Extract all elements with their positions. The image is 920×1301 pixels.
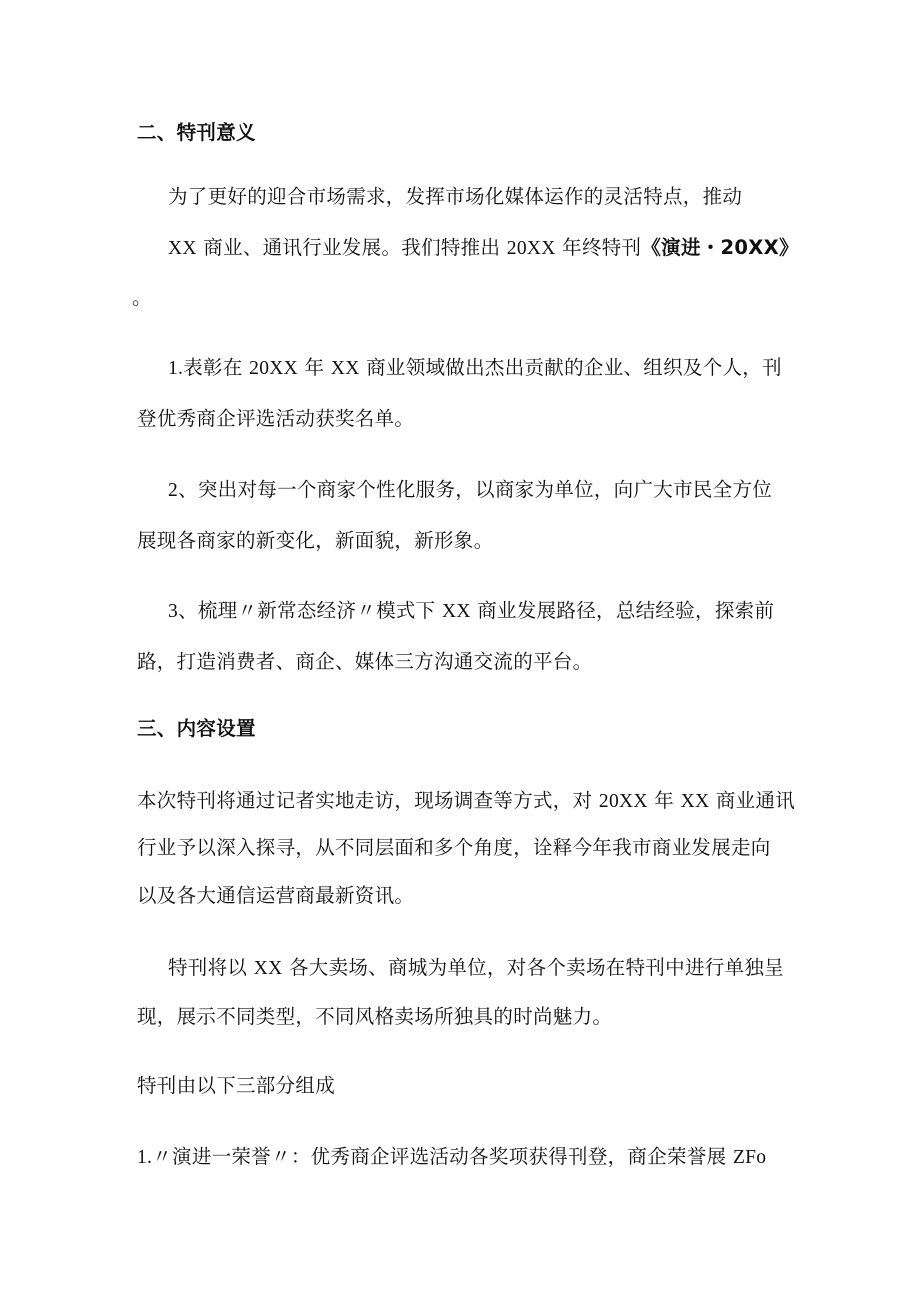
text-segment: 年终特刊 [555,236,642,259]
publication-title: 《演进・20XX》 [641,236,799,259]
content-p2-line-1 [168,956,784,981]
text-segment: 年 [647,789,681,812]
text-segment: 表彰在 [183,356,250,379]
text-segment: ZFo [732,1147,767,1168]
placeholder-year: 20XX [249,358,299,379]
intro-line-3: 。 [132,286,152,309]
item-1-line-2: 登优秀商企评选活动获奖名单。 [137,407,415,430]
text-segment: 商业领域做出杰出贡献的企业、组织及个人，刊 [359,356,782,379]
content-p1-line-2: 行业予以深入探寻，从不同层面和多个角度，诠释今年我市商业发展走向 [137,836,771,859]
text-segment: 商业通讯 [709,789,796,812]
placeholder-xx: XX [680,791,710,812]
item-2-line-2: 展现各商家的新变化，新面貌，新形象。 [137,529,494,552]
item-2-line-1 [168,478,772,503]
intro-line-2 [168,236,799,261]
item-1-line-1 [168,356,782,381]
placeholder-xx: XX [168,238,197,259]
text-segment: 本次特刊将通过记者实地走访，现场调查等方式，对 [137,789,599,812]
section-heading-content: 三、内容设置 [137,717,256,740]
text-segment: 商业发展路径，总结经验，探索前 [470,599,775,622]
content-p4 [137,1145,766,1170]
item-3-line-2: 路，打造消费者、商企、媒体三方沟通交流的平台。 [137,650,593,673]
placeholder-xx: XX [330,358,360,379]
intro-line-1: 为了更好的迎合市场需求，发挥市场化媒体运作的灵活特点，推动 [168,185,743,208]
placeholder-year: 20XX [598,791,648,812]
placeholder-xx: XX [441,601,471,622]
content-p1-line-1 [137,789,795,814]
content-p1-line-3: 以及各大通信运营商最新资讯。 [137,884,415,907]
content-p3: 特刊由以下三部分组成 [137,1074,336,1097]
text-segment: 〃演进一荣誉〃：优秀商企评选活动各奖项获得刊登，商企荣誉展 [152,1145,733,1168]
item-number: 3 [168,601,179,622]
content-p2-line-2: 现，展示不同类型，不同风格卖场所独具的时尚魅力。 [137,1005,613,1028]
item-number: 1. [137,1147,153,1168]
placeholder-xx: XX [253,958,283,979]
item-3-line-1 [168,599,774,624]
item-number: 2 [168,480,179,501]
text-segment: 、梳理〃新常态经济〃模式下 [178,599,442,622]
item-number: 1. [168,358,184,379]
text-segment: 商业、通讯行业发展。我们特推出 [196,236,507,259]
text-segment: 、突出对每一个商家个性化服务，以商家为单位，向广大市民全方位 [178,478,773,501]
section-heading-significance: 二、特刊意义 [137,121,256,144]
text-segment: 特刊将以 [168,956,254,979]
text-segment: 各大卖场、商城为单位，对各个卖场在特刊中进行单独呈 [282,956,784,979]
text-segment: 年 [298,356,331,379]
placeholder-year: 20XX [506,238,556,259]
